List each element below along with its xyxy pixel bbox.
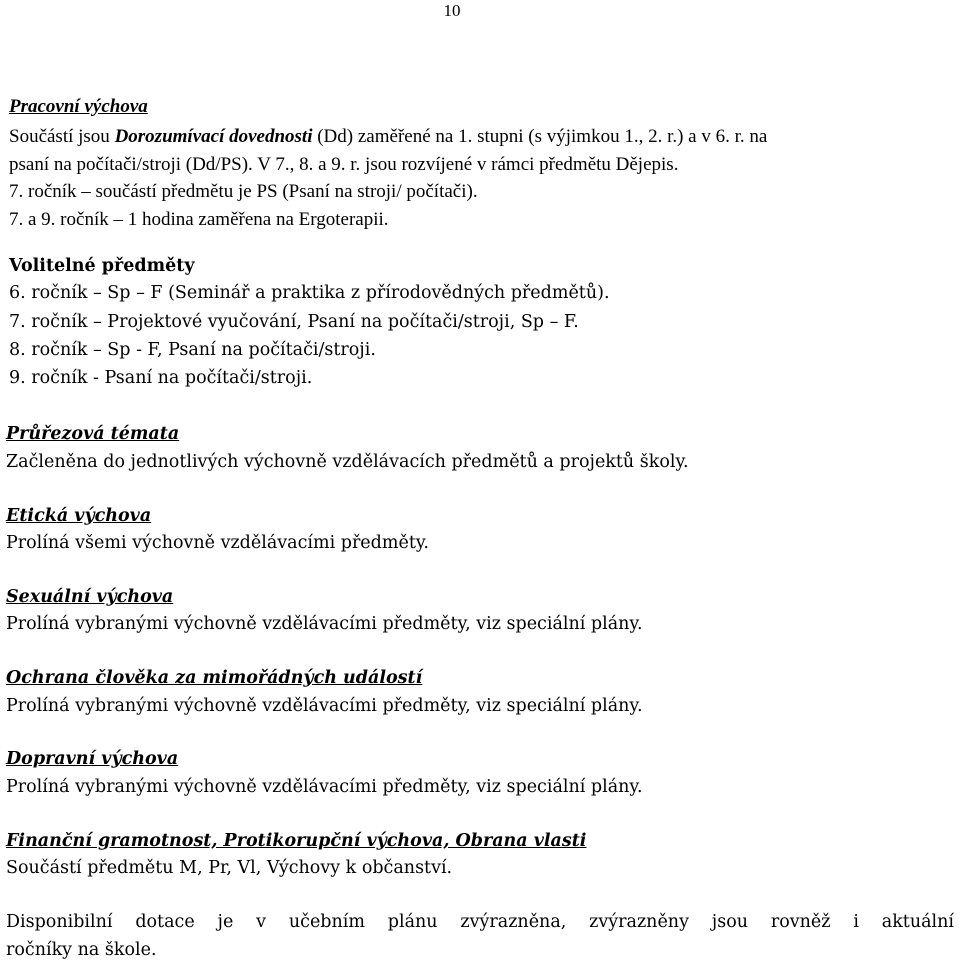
ochrana-text: Prolíná vybranými výchovně vzdělávacími předměty, viz speciální plány. xyxy=(6,696,643,716)
eticka-heading: Etická výchova xyxy=(6,506,152,526)
ochrana-heading: Ochrana člověka za mimořádných událostí xyxy=(6,668,423,688)
pracovni-line-1: Součástí jsou Dorozumívací dovednosti (Dd) zaměřené na 1. stupni (s výjimkou 1., 2. r.) a v 6. r. na xyxy=(9,126,768,147)
prurezova-text: Začleněna do jednotlivých výchovně vzdělávacích předmětů a projektů školy. xyxy=(6,452,689,472)
prurezova-heading: Průřezová témata xyxy=(6,424,180,444)
sexualni-heading: Sexuální výchova xyxy=(6,587,174,607)
sexualni-text: Prolíná vybranými výchovně vzdělávacími předměty, viz speciální plány. xyxy=(6,614,643,634)
dopravni-text: Prolíná vybranými výchovně vzdělávacími předměty, viz speciální plány. xyxy=(6,777,643,797)
disponibilni-line-2: ročníky na škole. xyxy=(6,940,157,960)
disponibilni-line-1: Disponibilní dotace je v učebním plánu zvýrazněna, zvýrazněny jsou rovněž i aktuální xyxy=(6,912,954,932)
pracovni-line-4: 7. a 9. ročník – 1 hodina zaměřena na Ergoterapii. xyxy=(9,209,389,230)
volitelne-heading: Volitelné předměty xyxy=(9,256,195,276)
page-number: 10 xyxy=(443,1,461,20)
pracovni-line-3: 7. ročník – součástí předmětu je PS (Psaní na stroji/ počítači). xyxy=(9,181,478,202)
financni-text: Součástí předmětu M, Pr, Vl, Výchovy k občanství. xyxy=(6,858,453,878)
dopravni-heading: Dopravní výchova xyxy=(6,749,179,769)
financni-heading: Finanční gramotnost, Protikorupční výchova, Obrana vlasti xyxy=(6,831,587,851)
volitelne-item: 7. ročník – Projektové vyučování, Psaní na počítači/stroji, Sp – F. xyxy=(9,312,579,332)
volitelne-item: 8. ročník – Sp - F, Psaní na počítači/stroji. xyxy=(9,340,376,360)
pracovni-line-2: psaní na počítači/stroji (Dd/PS). V 7., 8. a 9. r. jsou rozvíjené v rámci předmětu Dějepis. xyxy=(9,154,679,175)
volitelne-item: 9. ročník - Psaní na počítači/stroji. xyxy=(9,368,313,388)
pracovni-heading: Pracovní výchova xyxy=(9,96,148,117)
eticka-text: Prolíná všemi výchovně vzdělávacími předměty. xyxy=(6,533,429,553)
volitelne-item: 6. ročník – Sp – F (Seminář a praktika z přírodovědných předmětů). xyxy=(9,283,610,303)
